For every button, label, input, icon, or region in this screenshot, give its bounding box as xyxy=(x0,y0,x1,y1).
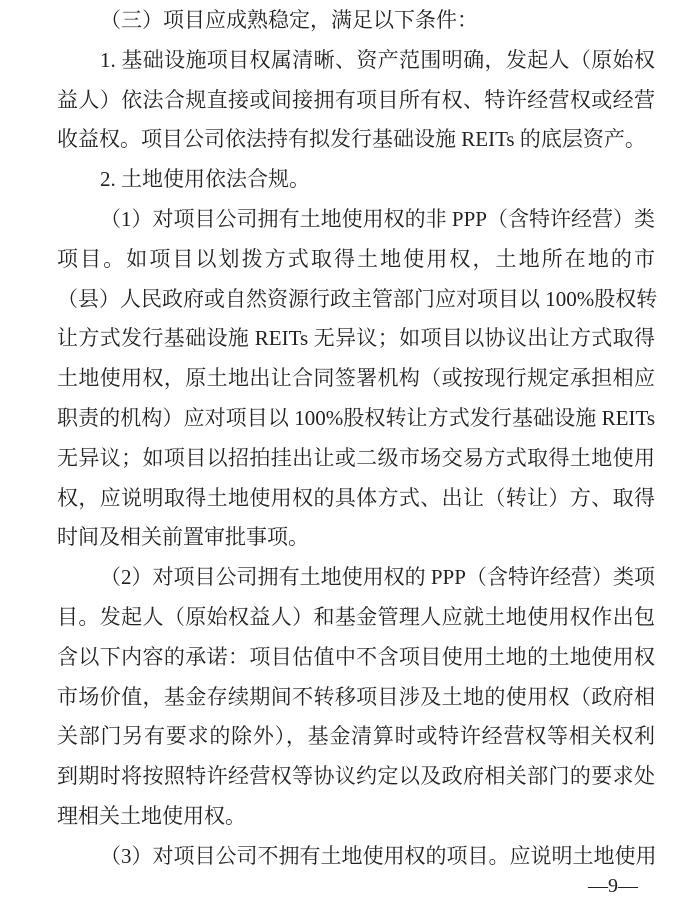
text-line: 让方式发行基础设施 REITs 无异议；如项目以协议出让方式取得 xyxy=(57,326,655,351)
text-line: （3）对项目公司不拥有土地使用权的项目。应说明土地使用 xyxy=(100,843,657,868)
text-line: 项目。如项目以划拨方式取得土地使用权，土地所在地的市 xyxy=(57,246,655,271)
text-line: 职责的机构）应对项目以 100%股权转让方式发行基础设施 REITs xyxy=(57,406,655,430)
text-line: 时间及相关前置审批事项。 xyxy=(57,525,309,550)
text-line: 关部门另有要求的除外），基金清算时或特许经营权等相关权利 xyxy=(57,724,655,749)
text-line: 到期时将按照特许经营权等协议约定以及政府相关部门的要求处 xyxy=(57,764,655,789)
text-line: （2）对项目公司拥有土地使用权的 PPP（含特许经营）类项 xyxy=(100,565,655,590)
text-line: 市场价值，基金存续期间不转移项目涉及土地的使用权（政府相 xyxy=(57,684,655,709)
text-line: 权，应说明取得土地使用权的具体方式、出让（转让）方、取得 xyxy=(57,485,655,510)
text-line: 目。发起人（原始权益人）和基金管理人应就土地使用权作出包 xyxy=(57,605,655,629)
text-line: 益人）依法合规直接或间接拥有项目所有权、特许经营权或经营 xyxy=(57,87,655,112)
text-line: 收益权。项目公司依法持有拟发行基础设施 REITs 的底层资产。 xyxy=(57,127,646,152)
text-line: 含以下内容的承诺：项目估值中不含项目使用土地的土地使用权 xyxy=(57,644,655,669)
text-line: 土地使用权，原土地出让合同签署机构（或按现行规定承担相应 xyxy=(57,366,655,391)
text-line: 无异议；如项目以招拍挂出让或二级市场交易方式取得土地使用 xyxy=(57,445,655,470)
page-number: —9— xyxy=(588,875,638,897)
text-line: 2. 土地使用依法合规。 xyxy=(100,167,310,192)
text-line: （县）人民政府或自然资源行政主管部门应对项目以 100%股权转 xyxy=(57,286,658,311)
text-line: （三）项目应成熟稳定，满足以下条件： xyxy=(100,8,478,32)
text-line: 理相关土地使用权。 xyxy=(57,804,246,828)
text-line: 1. 基础设施项目权属清晰、资产范围明确，发起人（原始权 xyxy=(100,47,655,72)
text-line: （1）对项目公司拥有土地使用权的非 PPP（含特许经营）类 xyxy=(100,207,655,231)
